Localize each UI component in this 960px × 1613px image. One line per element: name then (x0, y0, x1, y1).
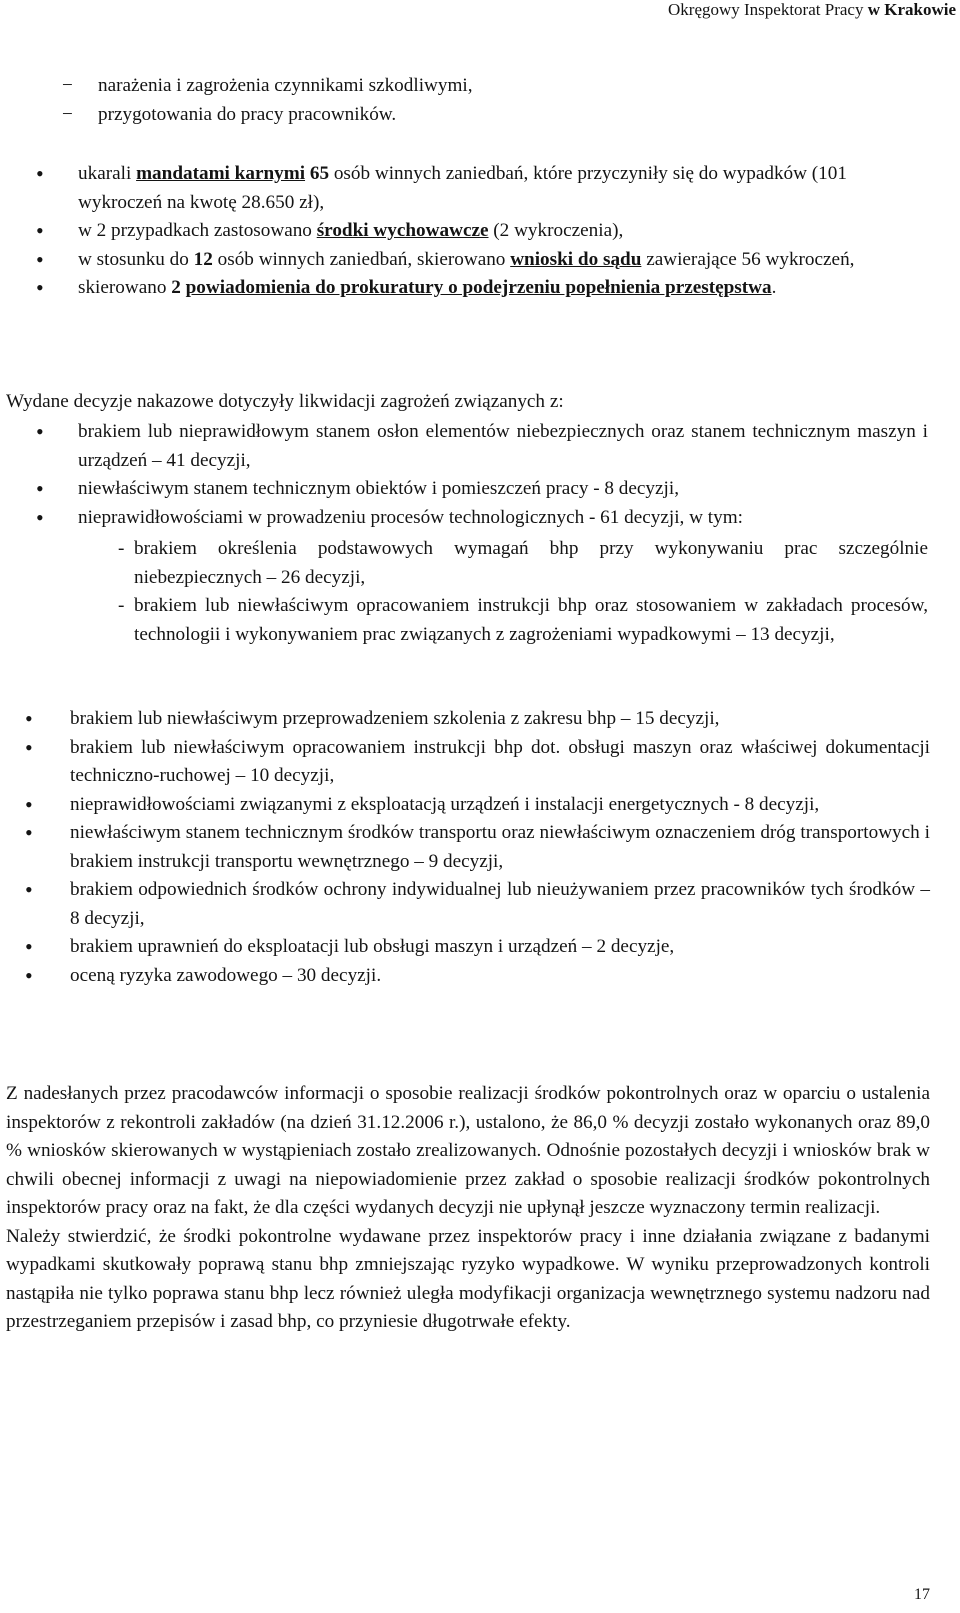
emphasis-text: mandatami karnymi (136, 163, 306, 184)
text-run: (2 wykroczenia), (488, 220, 624, 241)
sub-item-dash: - (118, 595, 125, 616)
list-item (78, 160, 928, 217)
sub-item (118, 592, 928, 649)
list-item: • brakiem odpowiednich środków ochrony indywidualnej lub nieużywaniem przez pracowników tych środków – 8 decyzji, (70, 876, 930, 933)
dash-list (98, 72, 938, 129)
list-item: • niewłaściwym stanem technicznym obiektów i pomieszczeń pracy - 8 decyzji, (78, 475, 928, 504)
list-item: • nieprawidłowościami związanymi z eksploatacją urządzeń i instalacji energetycznych - 8 decyzji, (70, 791, 930, 820)
list-item (78, 246, 928, 275)
list-item: • brakiem lub nieprawidłowym stanem osłon elementów niebezpiecznych oraz stanem technicznym maszyn i urządzeń – 41 decyzji, (78, 418, 928, 475)
count-value: 65 (309, 163, 330, 184)
list-item (78, 217, 928, 246)
emphasis-text: środki wychowawcze (316, 220, 489, 241)
sub-list (118, 535, 928, 649)
text-run: skierowano (78, 277, 172, 298)
list-item: • oceną ryzyka zawodowego – 30 decyzji. (70, 962, 930, 991)
decisions-list-1 (78, 418, 928, 532)
text-run: osób winnych zaniedbań, które przyczyniły się do wypadków (101 wykroczeń na kwotę 28.650 zł), (78, 163, 847, 213)
text-run: w 2 przypadkach zastosowano (78, 220, 317, 241)
measures-list (78, 160, 928, 303)
text-run: w stosunku do (78, 248, 194, 270)
list-item: • brakiem uprawnień do eksploatacji lub obsługi maszyn i urządzeń – 2 decyzje, (70, 933, 930, 962)
count-value: 2 (171, 277, 181, 298)
body-paragraphs (6, 1080, 930, 1337)
text-run: ukarali (78, 163, 137, 184)
text-run: osób winnych zaniedbań, skierowano (212, 248, 511, 270)
list-item: • brakiem lub niewłaściwym przeprowadzeniem szkolenia z zakresu bhp – 15 decyzji, (70, 705, 930, 734)
header-title-bold: w Krakowie (867, 0, 956, 19)
decisions-list-2 (70, 705, 930, 990)
sub-item-dash: - (118, 538, 125, 559)
paragraph: Należy stwierdzić, że środki pokontrolne wydawane przez inspektorów pracy i inne działania związane z badanymi wypadkami skutkowały poprawą stanu bhp zmniejszając ryzyko wypadkowe. W wyniku przeprowadzonych kontroli nastąpiła nie tylko poprawa stanu bhp lecz również uległa modyfikacji organizacja wewnętrznego systemu nadzoru nad przestrzeganiem przepisów i zasad bhp, co przyniesie długotrwałe efekty. (6, 1225, 930, 1332)
list-item: • nieprawidłowościami w prowadzeniu procesów technologicznych - 61 decyzji, w tym: (78, 504, 928, 533)
text-run: . (771, 277, 777, 298)
sub-item-text: brakiem określenia podstawowych wymagań bhp przy wykonywaniu prac szczególnie niebezpiecznych – 26 decyzji, (134, 538, 928, 588)
header-title: Okręgowy Inspektorat Pracy (668, 0, 868, 19)
page-number: 17 (914, 1586, 930, 1603)
list-item: • niewłaściwym stanem technicznym środków transportu oraz niewłaściwym oznaczeniem dróg transportowych i brakiem instrukcji transportu wewnętrznego – 9 decyzji, (70, 819, 930, 876)
list-item: − narażenia i zagrożenia czynnikami szkodliwymi, (98, 72, 938, 101)
paragraph: Z nadesłanych przez pracodawców informacji o sposobie realizacji środków pokontrolnych oraz w oparciu o ustalenia inspektorów z rekontroli zakładów (na dzień 31.12.2006 r.), ustalono, że 86,0 % decyzji zostało wykonanych oraz 89,0 % wniosków skierowanych w wystąpieniach zostało zrealizowanych. Odnośnie pozostałych decyzji i wniosków brak w chwili obecnej informacji z uwagi na niepowiadomienie przez zakład o sposobie realizacji środków pokontrolnych inspektorów pracy oraz na fakt, że dla części wydanych decyzji nie upłynął jeszcze wyznaczony termin realizacji. (6, 1083, 930, 1218)
decisions-intro: Wydane decyzje nakazowe dotyczyły likwidacji zagrożeń związanych z: (6, 391, 564, 412)
list-item: • brakiem lub niewłaściwym opracowaniem instrukcji bhp dot. obsługi maszyn oraz właściwej dokumentacji techniczno-ruchowej – 10 decyzji, (70, 734, 930, 791)
emphasis-text: powiadomienia do prokuratury o podejrzeniu popełnienia przestępstwa (185, 277, 772, 298)
sub-item (118, 535, 928, 592)
list-item: − przygotowania do pracy pracowników. (98, 101, 938, 130)
count-value: 12 (193, 248, 213, 270)
list-item (78, 274, 928, 303)
text-run: zawierające 56 wykroczeń, (641, 248, 855, 270)
page-header (668, 0, 956, 20)
sub-item-text: brakiem lub niewłaściwym opracowaniem instrukcji bhp oraz stosowaniem w zakładach procesów, technologii i wykonywaniem prac związanych z zagrożeniami wypadkowymi – 13 decyzji, (134, 595, 928, 645)
emphasis-text: wnioski do sądu (510, 248, 642, 270)
